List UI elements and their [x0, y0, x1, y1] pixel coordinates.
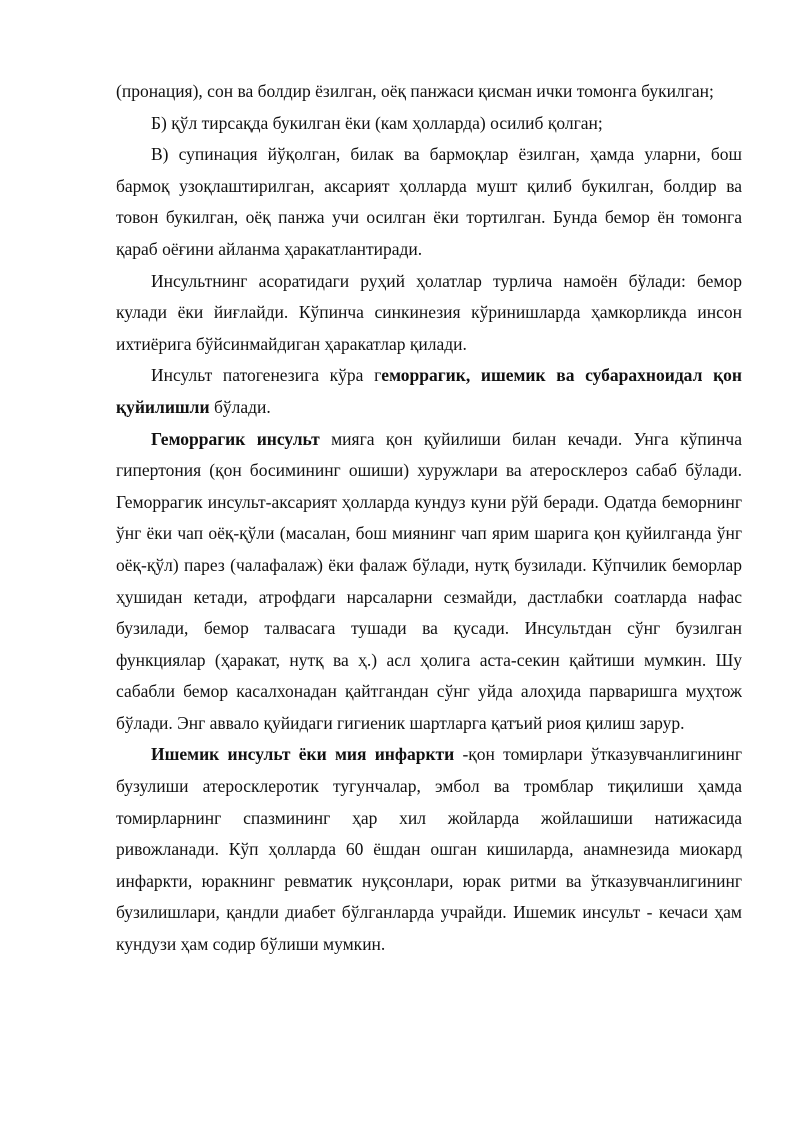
ischemic-stroke-term: Ишемик инсульт ёки мия инфаркти [151, 744, 455, 765]
paragraph-stroke-pathogenesis [116, 360, 742, 423]
stroke-types-bold: еморрагик, ишемик ва субарахноидал қон қуйилишли [116, 365, 742, 417]
paragraph-text: Инсульт патогенезига кўра г [151, 365, 382, 386]
paragraph-text: бўлади. [209, 396, 271, 417]
paragraph-text: мияга қон қуйилиши билан кечади. Унга кўпинча гипертония (қон босимининг ошиши) хуружлари ва атеросклероз сабаб бўлади. Геморрагик инсульт-аксарият ҳолларда кундуз куни рўй беради. Одатда беморнинг ўнг ёки чап оёқ-қўли (масалан, бош миянинг чап ярим шарига қон қуйилганда ўнг оёқ-қўл) парез (чалафалаж) ёки фалаж бўлади, нутқ бузилади. Кўпчилик беморлар ҳушидан кетади, атрофдаги нарсаларни сезмайди, дастлабки соатларда нафас бузилади, бемор талвасага тушади ва қусади. Инсультдан сўнг бузилган функциялар (ҳаракат, нутқ ва ҳ.) асл ҳолига аста-секин қайтиши мумкин. Шу сабабли бемор касалхонадан қайтгандан сўнг уйда алоҳида парваришга муҳтож бўлади. Энг аввало қуйидаги гигиеник шартларга қатъий риоя қилиш зарур. [116, 428, 743, 733]
paragraph-item-v [116, 139, 742, 265]
paragraph-hemorrhagic-stroke [116, 424, 742, 740]
paragraph-text: В) супинация йўқолган, билак ва бармоқлар ёзилган, ҳамда уларни, бош бармоқ узоқлаштирилган, аксарият ҳолларда мушт қилиб букилган, болдир ва товон букилган, оёқ панжа учи осилган ёки тортилган. Бунда бемор ён томонга қараб оёғини айланма ҳаракатлантиради. [116, 144, 742, 259]
paragraph-text: (пронация), сон ва болдир ёзилган, оёқ панжаси қисман ички томонга букилган; [116, 81, 714, 101]
hemorrhagic-stroke-term: Геморрагик инсульт [151, 428, 320, 449]
paragraph-item-b [116, 108, 742, 140]
paragraph-psychological-states [116, 266, 742, 361]
paragraph-text: Б) қўл тирсақда букилган ёки (кам ҳолларда) осилиб қолган; [151, 112, 603, 133]
paragraph-pronation-continuation [116, 76, 742, 108]
paragraph-text: Инсультнинг асоратидаги руҳий ҳолатлар турлича намоён бўлади: бемор кулади ёки йиғлайди. Кўпинча синкинезия кўринишларда ҳамкорликда инсон ихтиёрига бўйсинмайдиган ҳаракатлар қилади. [116, 270, 742, 354]
paragraph-text: -қон томирлари ўтказувчанлигининг бузулиши атеросклеротик тугунчалар, эмбол ва тромблар тиқилиши ҳамда томирларнинг спазмининг ҳар хил жойларда жойлашиши натижасида ривожланади. Кўп ҳолларда 60 ёшдан ошган кишиларда, анамнезида миокард инфаркти, юракнинг ревматик нуқсонлари, юрак ритми ва ўтказувчанлигининг бузилишлари, қандли диабет бўлганларда учрайди. Ишемик инсульт - кечаси ҳам кундузи ҳам содир бўлиши мумкин. [116, 744, 742, 955]
paragraph-ischemic-stroke [116, 739, 742, 960]
document-page [116, 76, 742, 961]
